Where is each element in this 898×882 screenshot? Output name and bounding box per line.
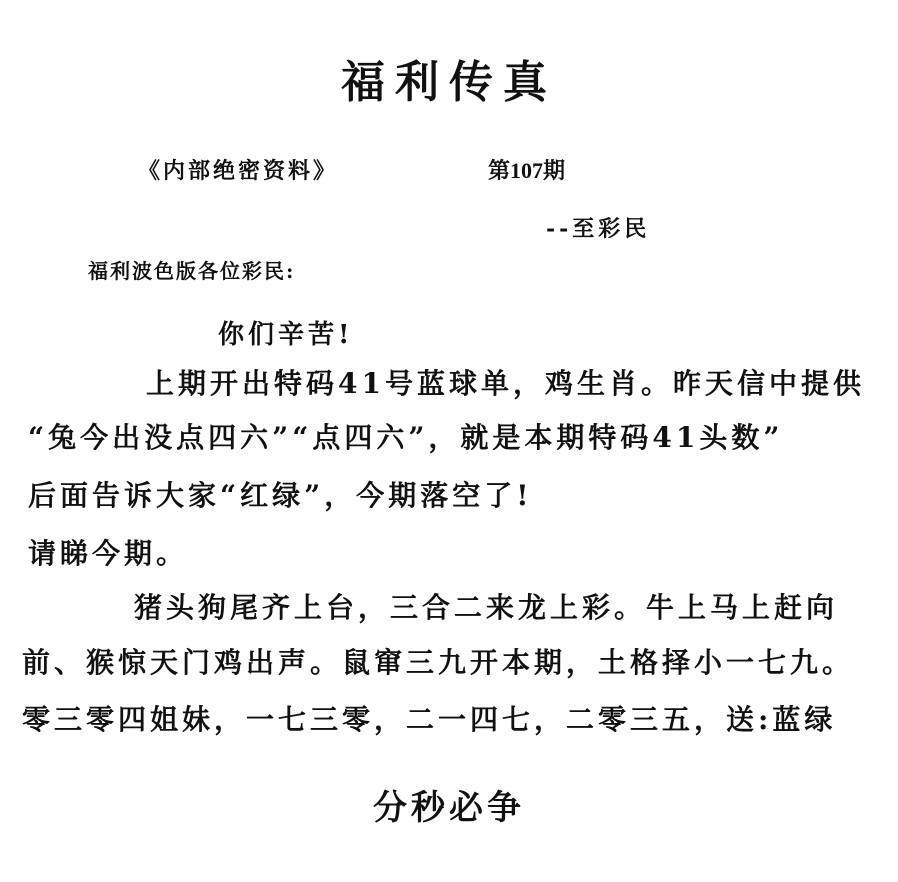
letter-greeting: 福利波色版各位彩民: (88, 259, 296, 283)
letter-line: “兔今出没点四六”“点四六”，就是本期特码41头数” (28, 421, 784, 454)
letter-line: 上期开出特码41号蓝球单，鸡生肖。昨天信中提供 (146, 367, 865, 400)
issue-number: 第107期 (488, 158, 566, 183)
letter-salute: 你们辛苦! (218, 320, 354, 350)
signature: --至彩民 (546, 216, 651, 242)
letter-line: 前、猴惊天门鸡出声。鼠窜三九开本期，土格择小一七九。 (22, 646, 855, 679)
letter-line: 请睇今期。 (28, 537, 189, 570)
letter-line: 猪头狗尾齐上台，三合二来龙上彩。牛上马上赶向 (134, 591, 839, 624)
letter-line: 后面告诉大家“红绿”，今期落空了! (28, 479, 533, 512)
document-subtitle: 《内部绝密资料》 (138, 158, 339, 184)
page-title: 福利传真 (341, 57, 557, 108)
letter-line: 零三零四姐妹，一七三零，二一四七，二零三五，送:蓝绿 (22, 703, 837, 736)
footer-slogan: 分秒必争 (373, 788, 525, 828)
